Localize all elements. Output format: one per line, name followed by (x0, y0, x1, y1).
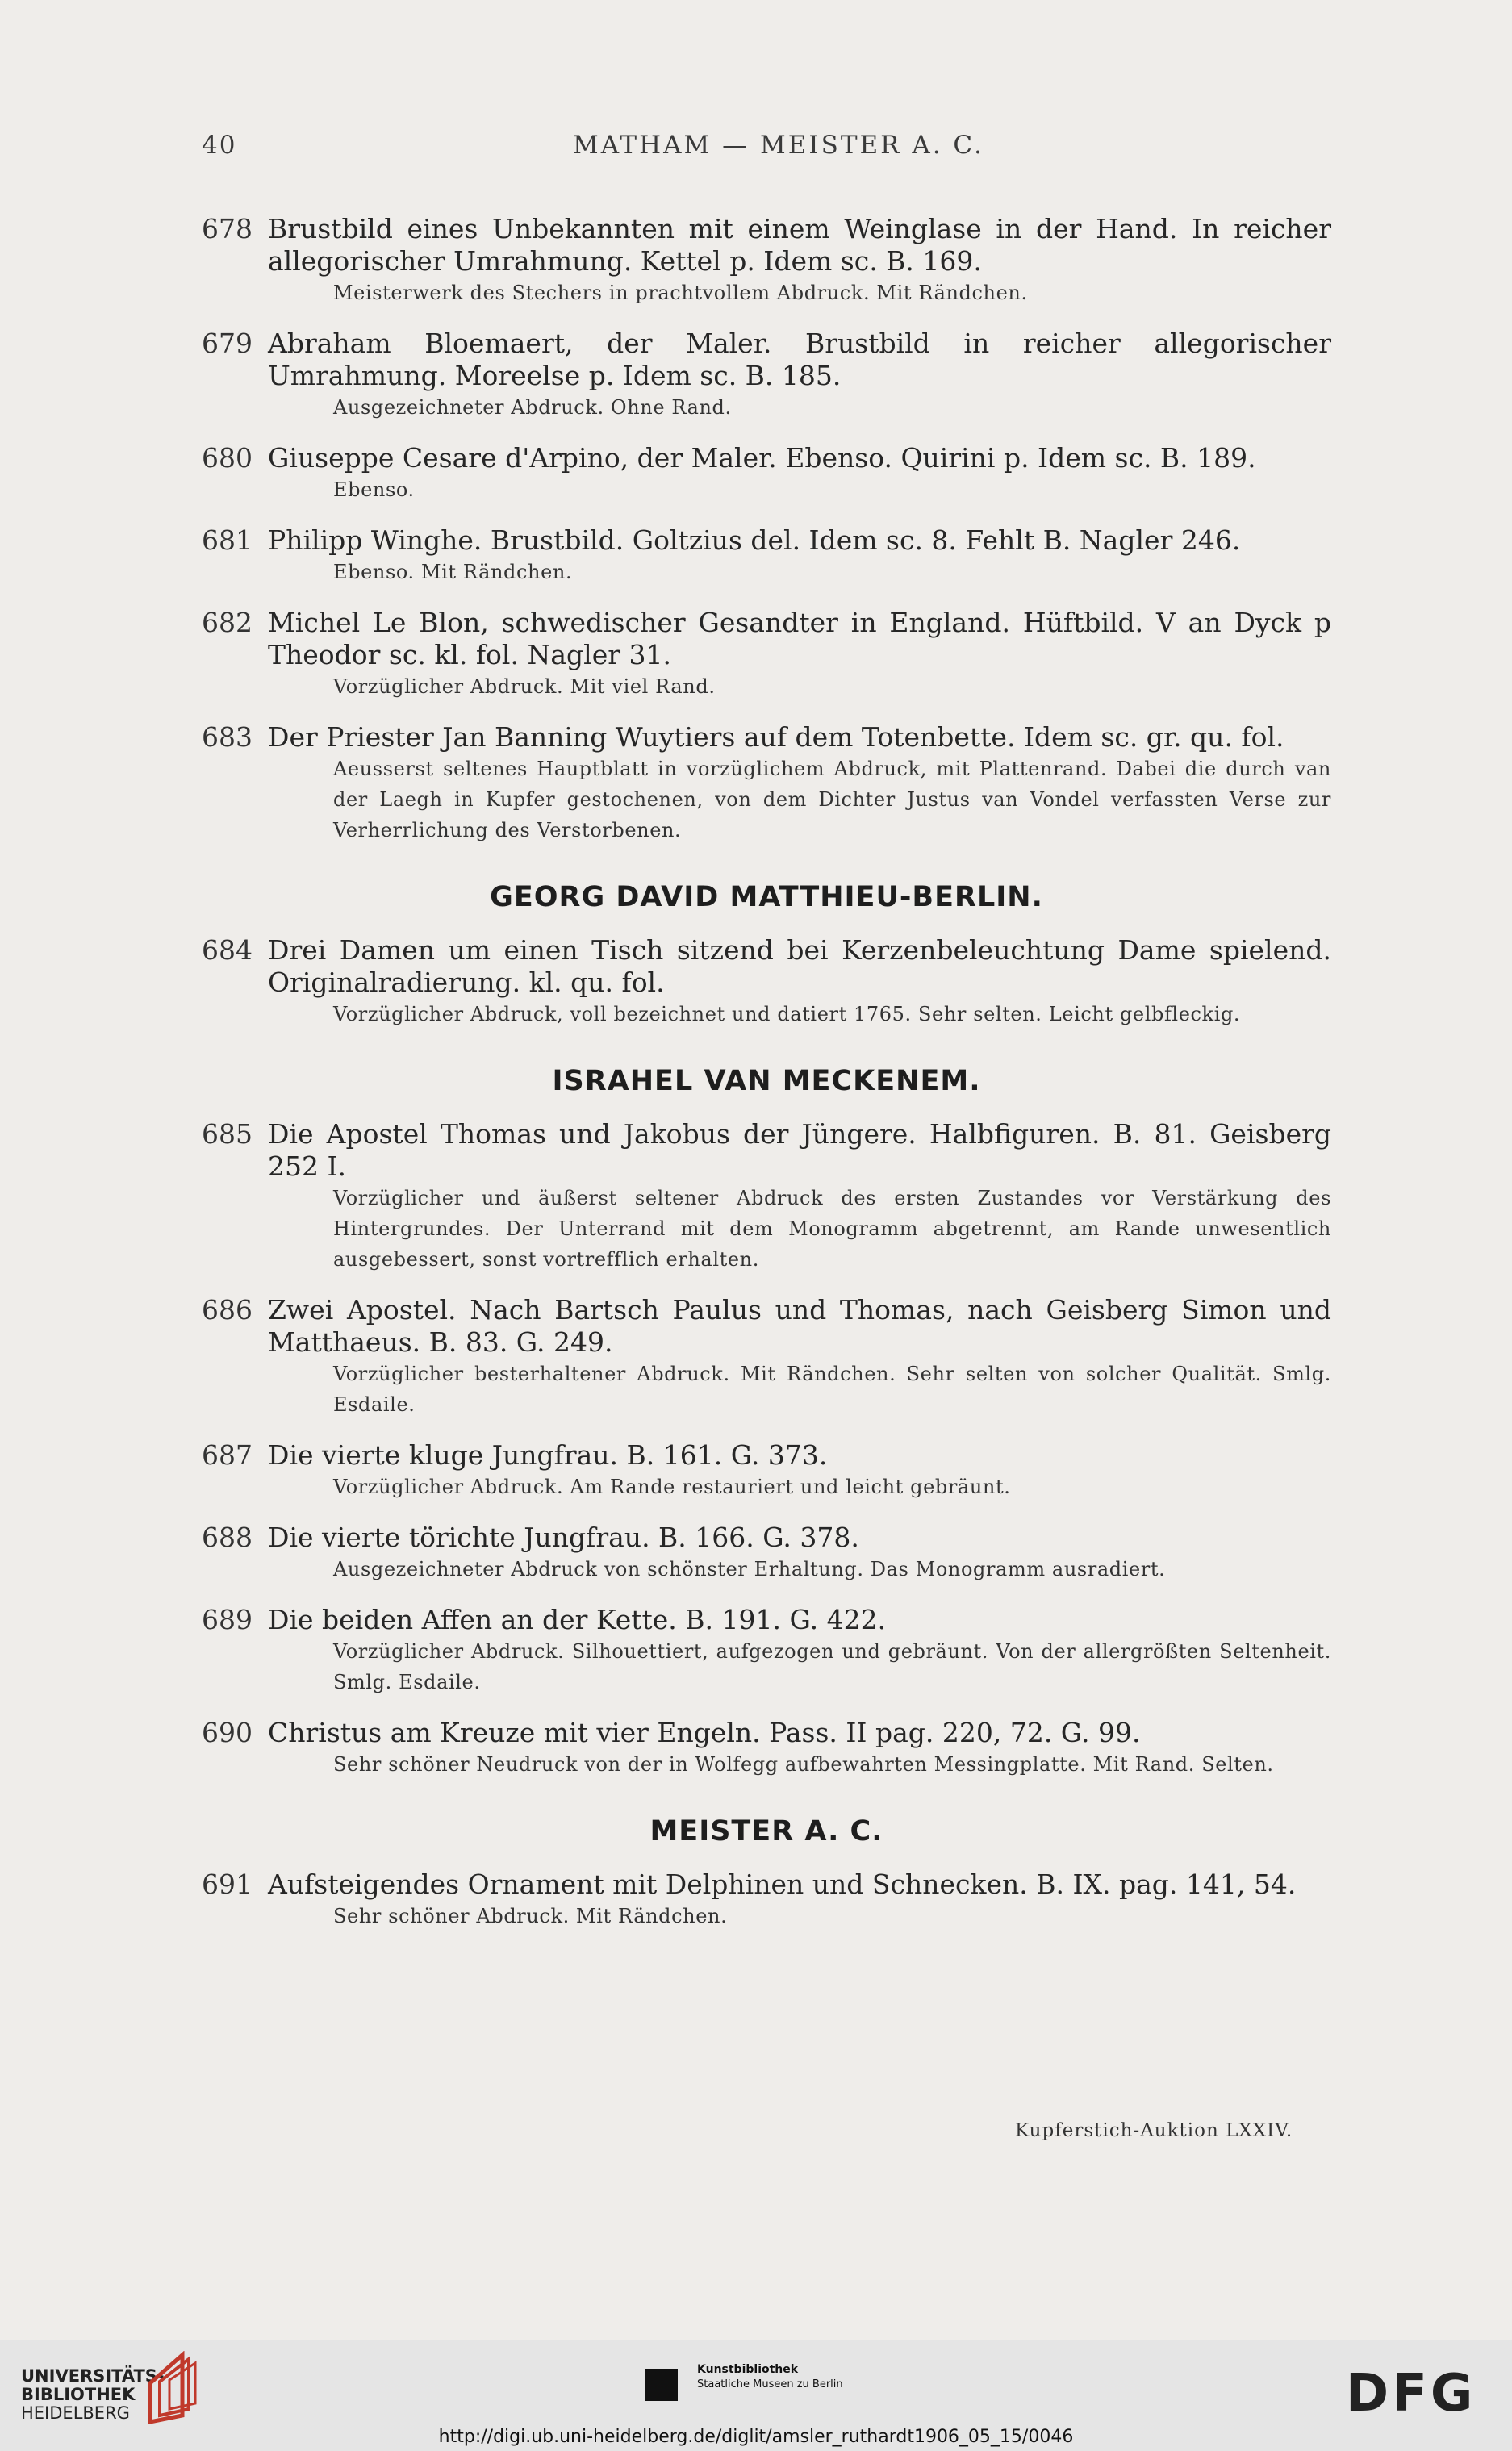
entry-number: 683 (202, 721, 253, 753)
entry-title: Die vierte kluge Jungfrau. B. 161. G. 373. (268, 1439, 828, 1471)
catalog-entry (202, 1604, 1331, 1697)
catalog-entry (202, 328, 1331, 423)
entry-title: Der Priester Jan Banning Wuytiers auf dem Totenbette. Idem sc. gr. qu. fol. (268, 721, 1284, 753)
catalog-entry (202, 1118, 1331, 1275)
entry-note: Sehr schöner Neudruck von der in Wolfegg aufbewahrten Messingplatte. Mit Rand. Selten. (333, 1753, 1274, 1776)
entry-note: Ausgezeichneter Abdruck von schönster Erhaltung. Das Monogramm ausradiert. (333, 1558, 1166, 1580)
permalink-url[interactable]: http://digi.ub.uni-heidelberg.de/diglit/amsler_ruthardt1906_05_15/0046 (438, 2427, 1074, 2447)
catalog-entry (202, 607, 1331, 702)
catalog-entry (202, 1439, 1331, 1502)
section-heading: GEORG DAVID MATTHIEU-BERLIN. (490, 881, 1043, 913)
entry-title: Abraham Bloemaert, der Maler. Brustbild in reicher allegorischer Umrahmung. Moreelse p. Idem sc. B. 185. (268, 328, 1331, 391)
entry-title: Die Apostel Thomas und Jakobus der Jüngere. Halbfiguren. B. 81. Geisberg 252 I. (268, 1118, 1331, 1182)
entry-title: Drei Damen um einen Tisch sitzend bei Kerzenbeleuchtung Dame spielend. Originalradierung. kl. qu. fol. (268, 934, 1331, 998)
entry-number: 679 (202, 328, 253, 359)
catalog-entry (202, 721, 1331, 846)
catalog-entry (202, 1717, 1331, 1780)
catalog-entry (202, 524, 1331, 587)
catalog-footnote: Kupferstich-Auktion LXXIV. (1015, 2120, 1293, 2141)
entry-note: Ebenso. (333, 478, 415, 501)
entry-number: 684 (202, 934, 253, 966)
library-name-line1: UNIVERSITÄTS- (21, 2366, 165, 2386)
entry-title: Philipp Winghe. Brustbild. Goltzius del. Idem sc. 8. Fehlt B. Nagler 246. (268, 524, 1241, 556)
entry-note: Vorzüglicher Abdruck. Am Rande restauriert und leicht gebräunt. (333, 1476, 1011, 1498)
library-emblem-icon (142, 2351, 207, 2424)
entry-number: 680 (202, 442, 253, 474)
running-title: MATHAM — MEISTER A. C. (573, 131, 984, 160)
entry-note: Meisterwerk des Stechers in prachtvollem Abdruck. Mit Rändchen. (333, 282, 1028, 304)
section-matham (202, 213, 1331, 846)
entry-title: Michel Le Blon, schwedischer Gesandter in England. Hüftbild. V an Dyck p Theodor sc. kl. fol. Nagler 31. (268, 607, 1331, 670)
catalog-entry (202, 1294, 1331, 1420)
entry-title: Brustbild eines Unbekannten mit einem Weinglase in der Hand. In reicher allegorischer Umrahmung. Kettel p. Idem sc. B. 169. (268, 213, 1331, 277)
entry-note: Vorzüglicher Abdruck. Mit viel Rand. (333, 675, 716, 698)
kunstbibliothek-square-icon (645, 2369, 678, 2401)
entry-note: Vorzüglicher Abdruck. Silhouettiert, aufgezogen und gebräunt. Von der allergrößten Seltenheit. Smlg. Esdaile. (333, 1640, 1331, 1693)
entry-number: 687 (202, 1439, 253, 1471)
kb-subname: Staatliche Museen zu Berlin (697, 2378, 843, 2390)
entry-note: Ebenso. Mit Rändchen. (333, 561, 573, 583)
entry-number: 688 (202, 1522, 253, 1553)
entry-number: 681 (202, 524, 253, 556)
catalog-entry (202, 213, 1331, 308)
page-number: 40 (202, 131, 237, 160)
entry-title: Christus am Kreuze mit vier Engeln. Pass. II pag. 220, 72. G. 99. (268, 1717, 1141, 1748)
catalog-entry (202, 1869, 1331, 1931)
dfg-logo[interactable]: DFG (1346, 2364, 1476, 2424)
kb-name: Kunstbibliothek (697, 2363, 799, 2376)
entry-note: Vorzüglicher besterhaltener Abdruck. Mit Rändchen. Sehr selten von solcher Qualität. Smlg. Esdaile. (333, 1363, 1331, 1416)
entry-note: Aeusserst seltenes Hauptblatt in vorzüglichem Abdruck, mit Plattenrand. Dabei die durch van der Laegh in Kupfer gestochenen, von dem Dichter Justus van Vondel verfassten Verse zur Verherrlichung des Verstorbenen. (333, 758, 1331, 841)
entry-number: 690 (202, 1717, 253, 1748)
section-heading: MEISTER A. C. (649, 1815, 883, 1848)
section-meister-ac (202, 1869, 1331, 1931)
entry-number: 682 (202, 607, 253, 638)
entry-note: Sehr schöner Abdruck. Mit Rändchen. (333, 1905, 728, 1927)
entry-title: Die beiden Affen an der Kette. B. 191. G. 422. (268, 1604, 887, 1635)
entry-title: Aufsteigendes Ornament mit Delphinen und Schnecken. B. IX. pag. 141, 54. (268, 1869, 1297, 1900)
library-name-line3: HEIDELBERG (21, 2403, 130, 2423)
catalog-content (202, 213, 1331, 1951)
catalog-entry (202, 1522, 1331, 1585)
catalog-entry (202, 934, 1331, 1029)
entry-title: Giuseppe Cesare d'Arpino, der Maler. Ebenso. Quirini p. Idem sc. B. 189. (268, 442, 1256, 474)
section-heading: ISRAHEL VAN MECKENEM. (552, 1065, 981, 1097)
section-matthieu (202, 934, 1331, 1029)
entry-number: 685 (202, 1118, 253, 1150)
catalog-entry (202, 442, 1331, 505)
section-meckenem (202, 1118, 1331, 1780)
entry-note: Vorzüglicher Abdruck, voll bezeichnet und datiert 1765. Sehr selten. Leicht gelbfleckig. (333, 1003, 1241, 1025)
entry-number: 691 (202, 1869, 253, 1900)
entry-title: Zwei Apostel. Nach Bartsch Paulus und Thomas, nach Geisberg Simon und Matthaeus. B. 83. G. 249. (268, 1294, 1331, 1358)
entry-title: Die vierte törichte Jungfrau. B. 166. G. 378. (268, 1522, 859, 1553)
entry-number: 689 (202, 1604, 253, 1635)
entry-note: Vorzüglicher und äußerst seltener Abdruck des ersten Zustandes vor Verstärkung des Hintergrundes. Der Unterrand mit dem Monogramm abgetrennt, am Rande unwesentlich ausgebessert, sonst vortrefflich erhalten. (333, 1187, 1331, 1271)
entry-number: 686 (202, 1294, 253, 1326)
entry-number: 678 (202, 213, 253, 244)
entry-note: Ausgezeichneter Abdruck. Ohne Rand. (333, 396, 732, 419)
digitization-footer (0, 2340, 1512, 2451)
library-name-line2: BIBLIOTHEK (21, 2385, 136, 2404)
running-header (202, 131, 1331, 171)
